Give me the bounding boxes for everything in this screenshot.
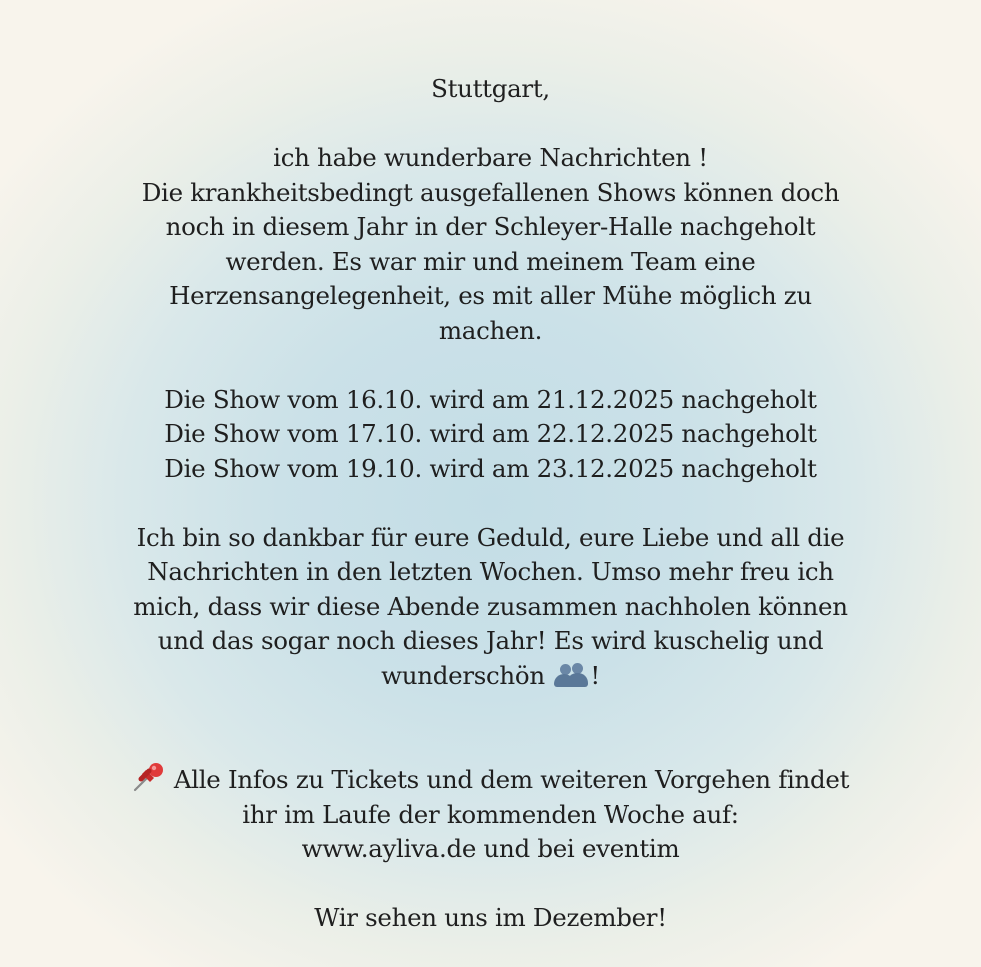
paragraph2-line-5-text: wunderschön [381,660,553,690]
paragraph1-line-6: machen. [438,315,543,345]
info-line-2: ihr im Laufe der kommenden Woche auf: [242,799,739,829]
paragraph2-line-1: Ich bin so dankbar für eure Geduld, eure Liebe und all die [136,522,845,552]
paragraph2-line-4: und das sogar noch dieses Jahr! Es wird kuschelig und [157,626,824,655]
info-line-1-text: Alle Infos zu Tickets und dem weiteren Vorgehen findet [173,765,850,794]
paragraph2-line-5-end: ! [590,660,600,690]
paragraph1-line-4: werden. Es war mir und meinem Team eine [225,246,756,276]
paragraph1-line-1: ich habe wunderbare Nachrichten ! [273,143,708,172]
paragraph1-line-3: noch in diesem Jahr in der Schleyer-Halle nachgeholt [165,212,816,241]
date-line-1: Die Show vom 16.10. wird am 21.12.2025 nachgeholt [164,384,817,414]
date-line-3: Die Show vom 19.10. wird am 23.12.2025 nachgeholt [164,453,817,483]
info-line-3: www.ayliva.de und bei eventim [301,834,680,863]
date-line-2: Die Show vom 17.10. wird am 22.12.2025 nachgeholt [164,419,817,448]
paragraph2-line-2: Nachrichten in den letzten Wochen. Umso mehr freu ich [147,557,834,586]
letter-body [0,72,981,936]
pushpin-icon [132,762,166,792]
info-line-1 [0,762,981,798]
closing: Wir sehen uns im Dezember! [314,903,667,932]
greeting: Stuttgart, [431,74,550,103]
people-group-icon [552,662,590,688]
paragraph2-line-5 [0,659,981,694]
paragraph1-line-5: Herzensangelegenheit, es mit aller Mühe möglich zu [169,281,812,310]
paragraph1-line-2: Die krankheitsbedingt ausgefallenen Shows können doch [141,177,840,207]
paragraph2-line-3: mich, dass wir diese Abende zusammen nachholen können [133,591,848,621]
